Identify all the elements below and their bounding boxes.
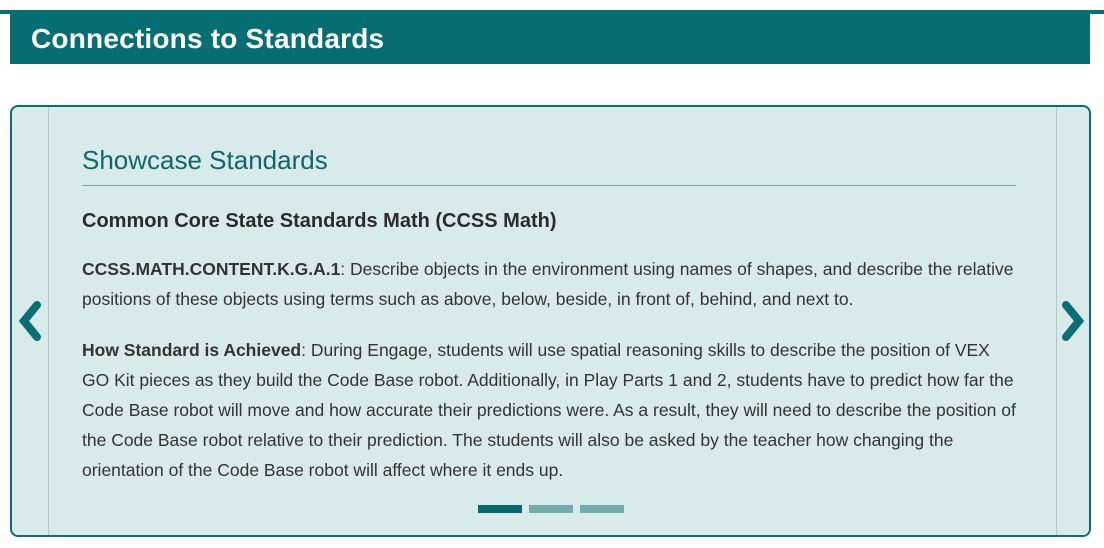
carousel-right-gutter	[1056, 107, 1089, 535]
chevron-left-icon	[19, 300, 41, 342]
carousel-prev-button[interactable]	[19, 300, 41, 342]
slide-title: Showcase Standards	[82, 145, 1016, 186]
achievement-text: : During Engage, students will use spatial reasoning skills to describe the position of VEX GO Kit pieces as they build the Code Base robot. Additionally, in Play Parts 1 and 2, students have to predict how far the Code Base robot will move and how accurate their predictions were. As a result, they will need to describe the position of the Code Base robot relative to their prediction. The students will also be asked by the teacher how changing the orientation of the Code Base robot will affect where it ends up.	[82, 340, 1016, 480]
pagination-bar-3[interactable]	[580, 505, 624, 513]
standard-description	[82, 254, 1016, 314]
pagination-bar-2[interactable]	[529, 505, 573, 513]
carousel-next-button[interactable]	[1062, 300, 1084, 342]
slide-subtitle: Common Core State Standards Math (CCSS Math)	[82, 210, 557, 232]
standard-text: : Describe objects in the environment using names of shapes, and describe the relative positions of these objects using terms such as above, below, beside, in front of, behind, and next to.	[82, 259, 1014, 309]
achievement-lead: How Standard is Achieved	[82, 340, 302, 360]
section-header	[10, 14, 1090, 64]
standard-code: CCSS.MATH.CONTENT.K.G.A.1	[82, 259, 341, 279]
chevron-right-icon	[1062, 300, 1084, 342]
achievement-description	[82, 335, 1016, 485]
pagination-bar-1[interactable]	[478, 505, 522, 513]
carousel-left-gutter	[12, 107, 49, 535]
section-title: Connections to Standards	[31, 23, 385, 54]
carousel-pagination	[478, 505, 624, 513]
standards-carousel-card	[10, 105, 1091, 537]
carousel-slide	[49, 107, 1056, 535]
